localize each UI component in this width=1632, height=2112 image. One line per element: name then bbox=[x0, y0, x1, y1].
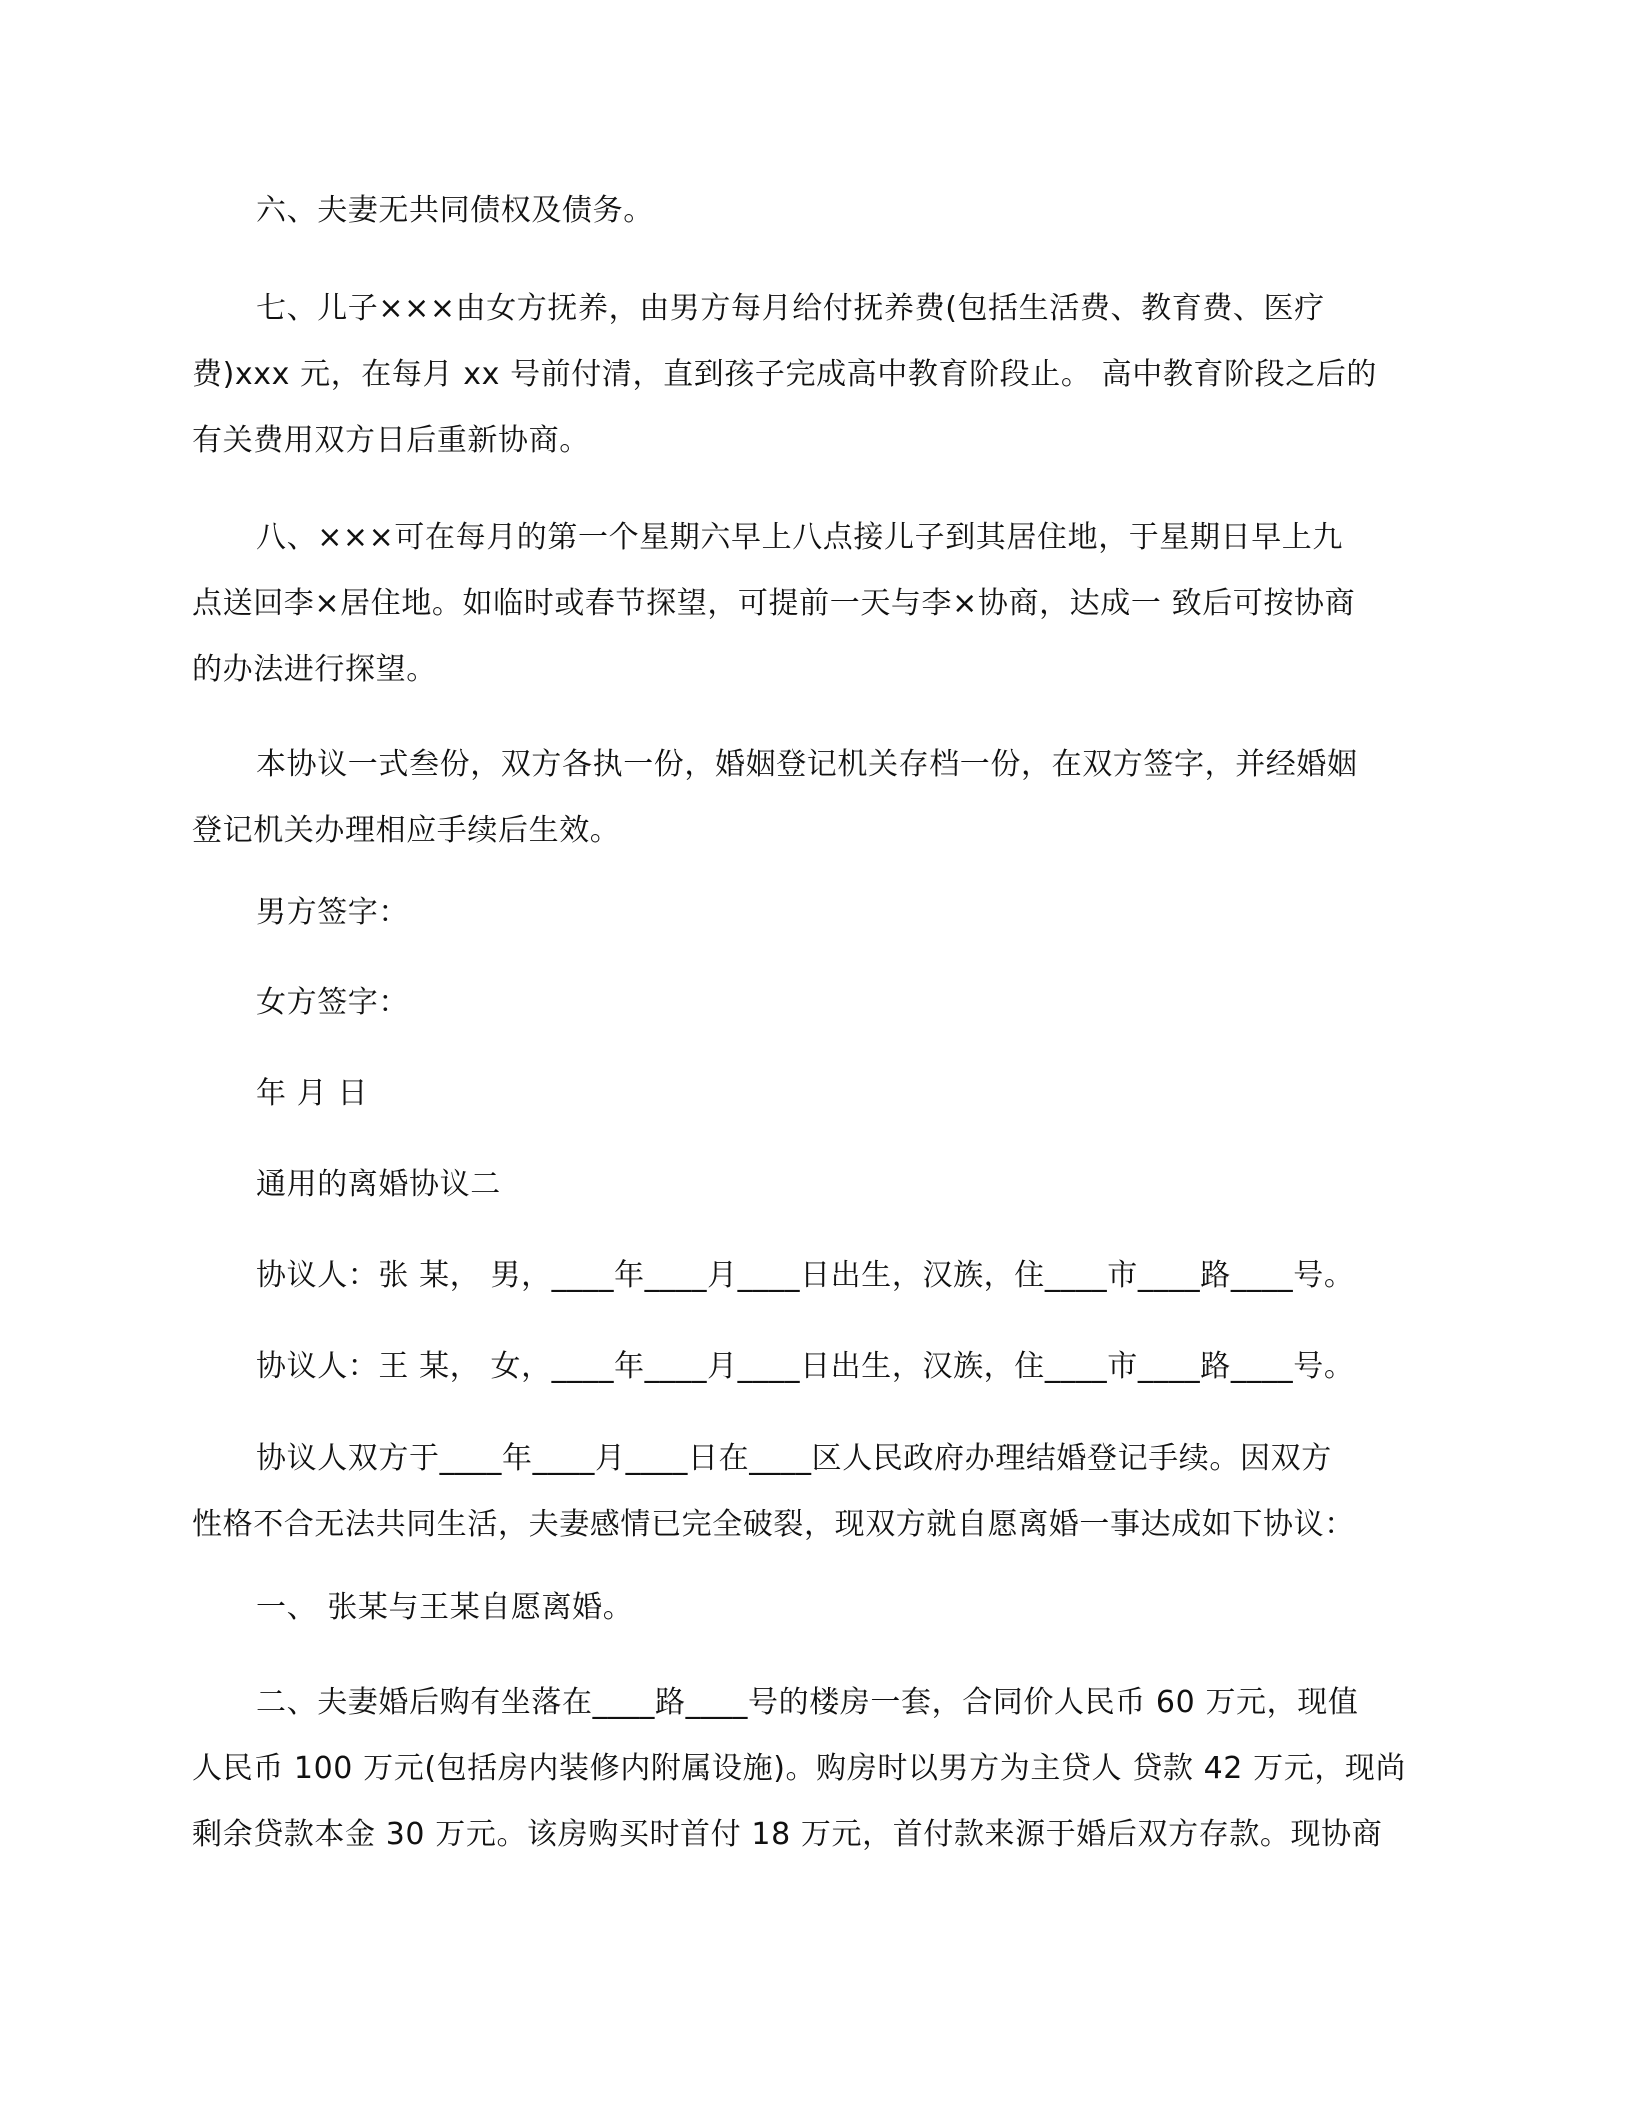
clause-seven-line-2: 费)xxx 元，在每月 xx 号前付清，直到孩子完成高中教育阶段止。 高中教育阶段之后的 bbox=[192, 357, 1378, 392]
clause-eight-line-2: 点送回李×居住地。如临时或春节探望，可提前一天与李×协商，达成一 致后可按协商 bbox=[192, 586, 1356, 621]
clause-seven-line-1: 七、儿子×××由女方抚养，由男方每月给付抚养费(包括生活费、教育费、医疗 bbox=[256, 291, 1325, 326]
party-one: 协议人：张 某， 男，____年____月____日出生，汉族，住____市____路____号。 bbox=[256, 1258, 1355, 1293]
copies-clause bbox=[192, 732, 1432, 864]
clause-two bbox=[192, 1670, 1432, 1868]
clause-two-line-2: 人民币 100 万元(包括房内装修内附属设施)。购房时以男方为主贷人 贷款 42 万元，现尚 bbox=[192, 1751, 1407, 1786]
intro-clause-line-2: 性格不合无法共同生活，夫妻感情已完全破裂，现双方就自愿离婚一事达成如下协议： bbox=[192, 1507, 1355, 1542]
clause-seven bbox=[192, 276, 1432, 474]
copies-clause-line-1: 本协议一式叁份，双方各执一份，婚姻登记机关存档一份，在双方签字，并经婚姻 bbox=[256, 747, 1358, 782]
clause-seven-line-3: 有关费用双方日后重新协商。 bbox=[192, 423, 590, 458]
party-two: 协议人：王 某， 女，____年____月____日出生，汉族，住____市____路____号。 bbox=[256, 1349, 1355, 1384]
copies-clause-line-2: 登记机关办理相应手续后生效。 bbox=[192, 813, 621, 848]
date-label: 年 月 日 bbox=[256, 1076, 369, 1111]
clause-one: 一、 张某与王某自愿离婚。 bbox=[256, 1590, 634, 1625]
intro-clause-line-1: 协议人双方于____年____月____日在____区人民政府办理结婚登记手续。因双方 bbox=[256, 1441, 1332, 1476]
clause-eight-line-3: 的办法进行探望。 bbox=[192, 652, 437, 687]
clause-six: 六、夫妻无共同债权及债务。 bbox=[256, 193, 654, 228]
clause-two-line-3: 剩余贷款本金 30 万元。该房购买时首付 18 万元，首付款来源于婚后双方存款。现协商 bbox=[192, 1817, 1383, 1852]
intro-clause bbox=[192, 1426, 1432, 1558]
male-signature-label: 男方签字： bbox=[256, 895, 409, 930]
clause-eight bbox=[192, 505, 1432, 703]
clause-eight-line-1: 八、×××可在每月的第一个星期六早上八点接儿子到其居住地，于星期日早上九 bbox=[256, 520, 1344, 555]
clause-two-line-1: 二、夫妻婚后购有坐落在____路____号的楼房一套，合同价人民币 60 万元，现值 bbox=[256, 1685, 1359, 1720]
section-title: 通用的离婚协议二 bbox=[256, 1167, 501, 1202]
female-signature-label: 女方签字： bbox=[256, 985, 409, 1020]
